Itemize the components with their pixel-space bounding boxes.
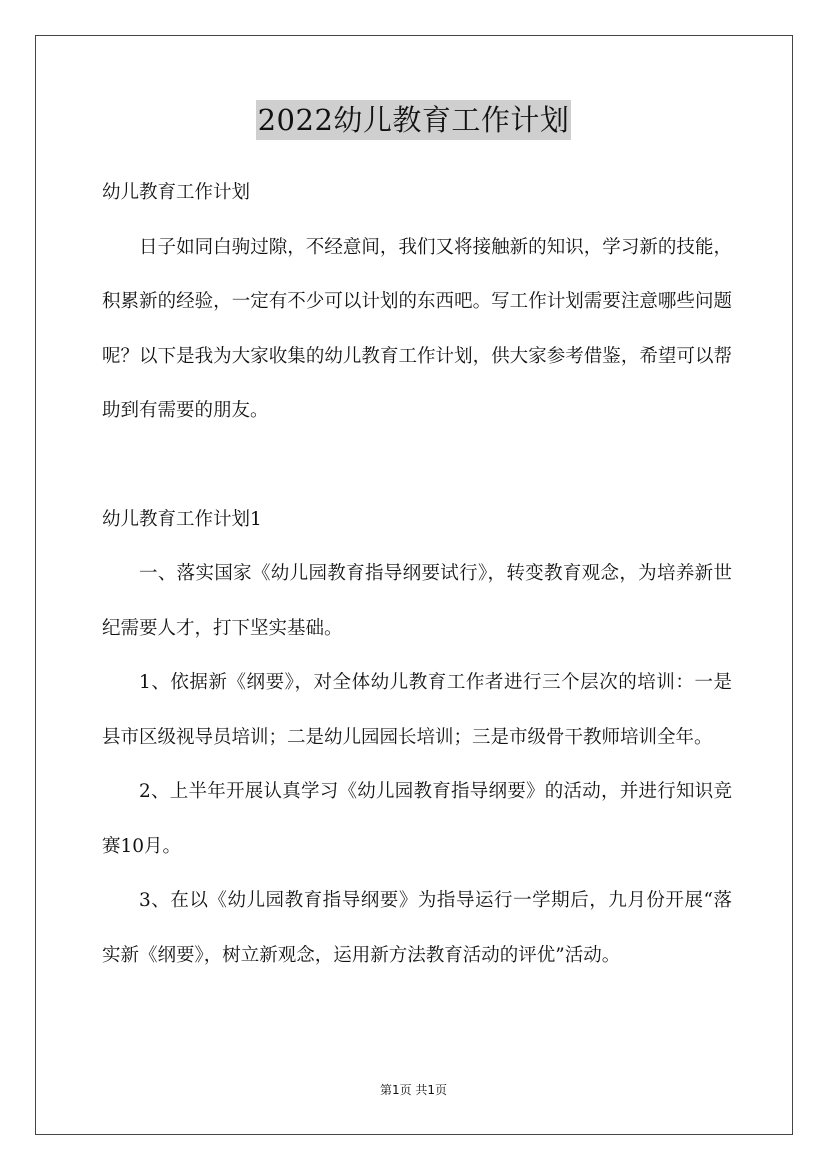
paragraph-4: 3、在以《幼儿园教育指导纲要》为指导运行一学期后，九月份开展“落实新《纲要》，树立新观念，运用新方法教育活动的评优”活动。 (102, 890, 732, 966)
paragraph-1: 一、落实国家《幼儿园教育指导纲要试行》，转变教育观念，为培养新世纪需要人才，打下坚实基础。 (102, 563, 732, 639)
paragraph-2: 1、依据新《纲要》，对全体幼儿教育工作者进行三个层次的培训：一是县市区级视导员培训；二是幼儿园园长培训；三是市级骨干教师培训全年。 (102, 672, 732, 748)
page-footer: 第1页 共1页 (379, 1083, 448, 1097)
subtitle: 幼儿教育工作计划 (102, 182, 251, 203)
title-container (0, 100, 827, 140)
blank-line (102, 439, 732, 493)
intro-paragraph: 日子如同白驹过隙，不经意间，我们又将接触新的知识，学习新的技能，积累新的经验，一定有不少可以计划的东西吧。写工作计划需要注意哪些问题呢？以下是我为大家收集的幼儿教育工作计划，供大家参考借鉴，希望可以帮助到有需要的朋友。 (102, 236, 732, 421)
document-title: 2022幼儿教育工作计划 (256, 100, 572, 140)
document-body (102, 166, 732, 983)
paragraph-3: 2、上半年开展认真学习《幼儿园教育指导纲要》的活动，并进行知识竞赛10月。 (102, 781, 732, 857)
section-heading: 幼儿教育工作计划1 (102, 508, 262, 530)
